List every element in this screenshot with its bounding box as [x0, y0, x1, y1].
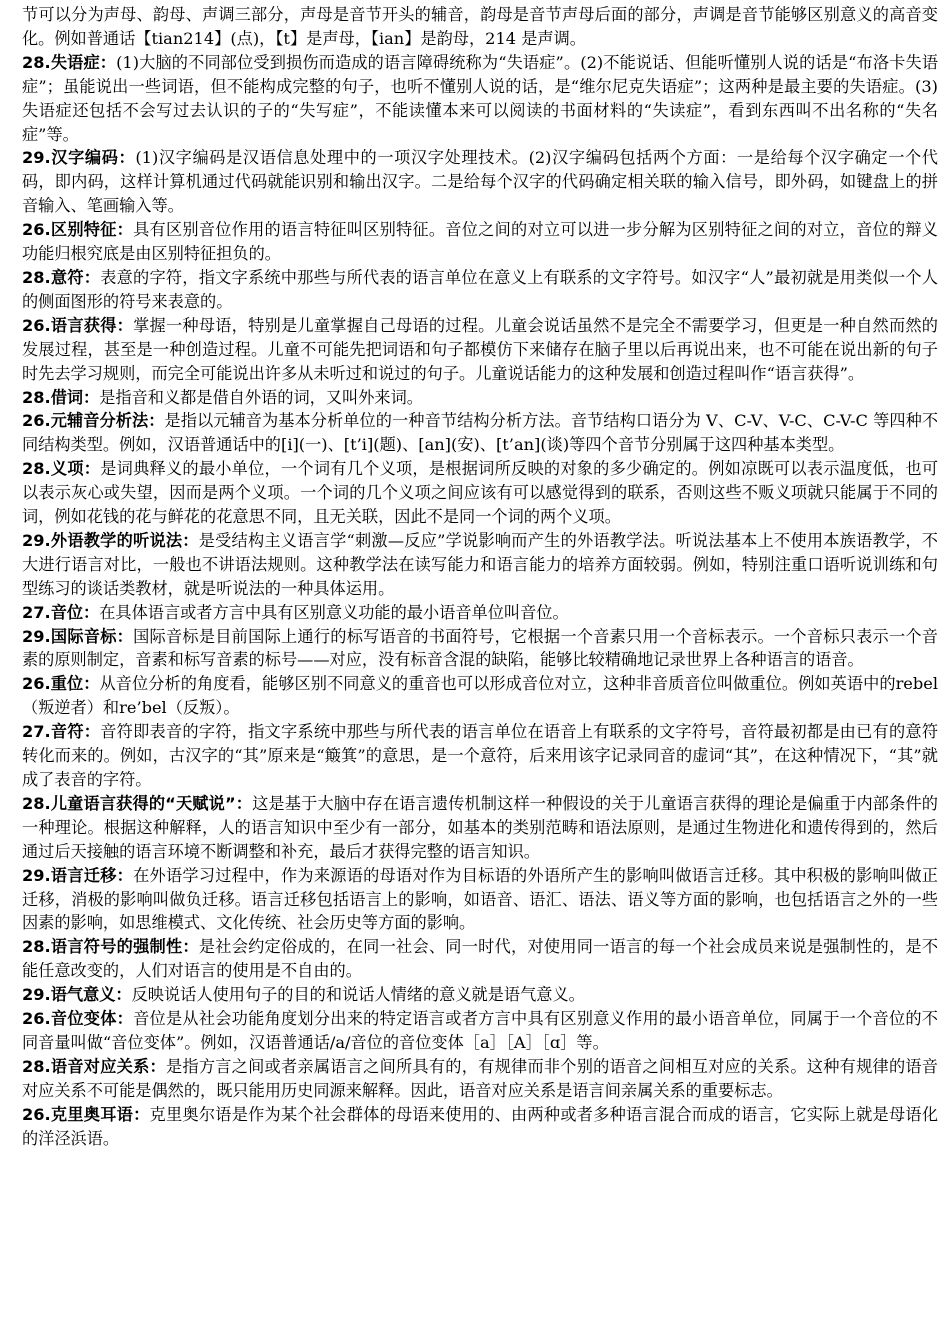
entry-definition: 在具体语言或者方言中具有区别意义功能的最小语音单位叫音位。 — [99, 602, 569, 622]
entry — [22, 1055, 938, 1103]
entry-definition: 表意的字符，指文字系统中那些与所代表的语言单位在意义上有联系的文字符号。如汉字“人”最初就是用类似一个人的侧面图形的符号来表意的。 — [22, 267, 938, 311]
entry-term: 意符： — [50, 267, 101, 287]
entry-number: 27. — [22, 602, 51, 622]
entry-number: 26. — [22, 674, 51, 694]
entry-definition: 掌握一种母语，特别是儿童掌握自己母语的过程。儿童会说话虽然不是完全不需要学习，但更是一种自然而然的发展过程，甚至是一种创造过程。儿童不可能先把词语和句子都模仿下来储存在脑子里以后再说出来，也不可能在说出新的句子时先去学习规则，而完全可能说出许多从未听过和说过的句子。儿童说话能力的这种发展和创造过程叫作“语言获得”。 — [22, 315, 938, 383]
entry-definition: 反映说话人使用句子的目的和说话人情绪的意义就是语气意义。 — [131, 985, 585, 1005]
entry-term: 音位： — [50, 602, 100, 622]
entry — [22, 146, 938, 218]
entry-number: 28. — [22, 793, 51, 813]
entry-term: 元辅音分析法： — [50, 411, 165, 431]
entry-term: 外语教学的听说法： — [50, 530, 199, 550]
entry-term: 失语症： — [50, 52, 117, 72]
entry-number: 28. — [22, 937, 51, 957]
entry — [22, 1103, 938, 1151]
entry-term: 克里奥耳语： — [50, 1104, 150, 1124]
entry-number: 28. — [22, 267, 51, 287]
entry — [22, 720, 938, 792]
entry-definition: 从音位分析的角度看，能够区别不同意义的重音也可以形成音位对立，这种非音质音位叫做重位。例如英语中的rebel（叛逆者）和re’bel（反叛）。 — [22, 674, 939, 718]
entry-term: 语音对应关系： — [50, 1056, 166, 1076]
entry — [22, 218, 938, 266]
entry-term: 音符： — [50, 722, 101, 742]
entry-definition: 是词典释义的最小单位，一个词有几个义项，是根据词所反映的对象的多少确定的。例如凉既可以表示温度低，也可以表示灰心或失望，因而是两个义项。一个词的几个义项之间应该有可以感觉得到的联系，否则这些不贩义项就只能属于不同的词，例如花钱的花与鲜花的花意思不同，且无关联，因此不是同一个词的两个义项。 — [22, 459, 939, 527]
entry-definition: 这是基于大脑中存在语言遗传机制这样一种假设的关于儿童语言获得的理论是偏重于内部条件的一种理论。根据这种解释，人的语言知识中至少有一部分，如基本的类别范畴和语法原则，是通过生物进化和遗传得到的，然后通过后天接触的语言环境不断调整和补充，最后才获得完整的语言知识。 — [22, 793, 938, 861]
entry-definition: 是指方言之间或者亲属语言之间所具有的，有规律而非个别的语音之间相互对应的关系。这种有规律的语音对应关系不可能是偶然的，既只能用历史同源来解释。因此，语音对应关系是语言间亲属关系的重要标志。 — [22, 1056, 938, 1100]
entry — [22, 314, 938, 386]
entry-term: 国际音标： — [50, 626, 134, 646]
entry-definition: 音符即表音的字符，指文字系统中那些与所代表的语言单位在语音上有联系的文字符号，音符最初都是由已有的意符转化而来的。例如，古汉字的“其”原来是“簸箕”的意思，是一个意符，后来用该字记录同音的虚词“其”，在这种情况下，“其”就成了表音的字符。 — [22, 722, 939, 789]
entry — [22, 409, 938, 457]
entry-number: 29. — [22, 985, 51, 1005]
entry-number: 28. — [22, 387, 51, 407]
entry — [22, 625, 938, 673]
entry-term: 借词： — [50, 387, 100, 407]
entry-number: 26. — [22, 315, 51, 335]
entry-term: 重位： — [50, 674, 100, 694]
entry — [22, 864, 938, 936]
entry — [22, 792, 938, 864]
entry-definition: 国际音标是目前国际上通行的标写语音的书面符号，它根据一个音素只用一个音标表示。一个音标只表示一个音素的原则制定，音素和标写音素的标号——对应，没有标音含混的缺陷，能够比较精确地记录世界上各种语言的语音。 — [22, 626, 938, 670]
entry-continuation — [22, 3, 938, 51]
entry-term: 汉字编码： — [50, 148, 136, 168]
entry-term: 语言迁移： — [50, 865, 134, 885]
entry — [22, 457, 938, 529]
entry — [22, 266, 938, 314]
entry-definition: 是指以元辅音为基本分析单位的一种音节结构分析方法。音节结构口语分为 V、C-V、V-C、C-V-C 等四种不同结构类型。例如，汉语普通话中的[i](一)、[t’i](题)、[an](安)、[t’an](谈)等四个音节分别属于这四种基本类型。 — [22, 411, 939, 455]
entry-definition: 音位是从社会功能角度划分出来的特定语言或者方言中具有区别意义作用的最小语音单位，同属于一个音位的不同音量叫做“音位变体”。例如，汉语普通话/a/音位的音位变体［a］［A］［ɑ］等。 — [22, 1009, 938, 1052]
entry-definition: (1)汉字编码是汉语信息处理中的一项汉字处理技术。(2)汉字编码包括两个方面：一是给每个汉字确定一个代码，即内码，这样计算机通过代码就能识别和输出汉字。二是给每个汉字的代码确定相关联的输入信号，即外码，如键盘上的拼音输入、笔画输入等。 — [22, 148, 938, 216]
entry-term: 儿童语言获得的“天赋说”： — [50, 793, 253, 813]
entry-term: 音位变体： — [50, 1009, 134, 1029]
entry-number: 29. — [22, 865, 51, 885]
entry-number: 26. — [22, 1009, 51, 1029]
entry-number: 29. — [22, 148, 51, 168]
entry-definition: 是社会约定俗成的，在同一社会、同一时代，对使用同一语言的每一个社会成员来说是强制性的，是不能任意改变的，人们对语言的使用是不自由的。 — [22, 937, 939, 981]
entry-number: 28. — [22, 459, 51, 479]
entry-term: 义项： — [50, 459, 101, 479]
entry — [22, 601, 938, 625]
entry-term: 语言获得： — [50, 315, 134, 335]
entry — [22, 51, 938, 147]
entry-definition: 节可以分为声母、韵母、声调三部分，声母是音节开头的辅音，韵母是音节声母后面的部分，声调是音节能够区别意义的高音变化。例如普通话【tian214】(点)，【t】是声母，【ian】是韵母，214 是声调。 — [22, 5, 938, 48]
entry — [22, 386, 938, 410]
entry — [22, 983, 938, 1007]
entry-definition: 是指音和义都是借自外语的词，又叫外来词。 — [99, 387, 423, 407]
entry-number: 28. — [22, 1056, 51, 1076]
entry-term: 语气意义： — [50, 985, 132, 1005]
entry-number: 27. — [22, 722, 51, 742]
entry-definition: 在外语学习过程中，作为来源语的母语对作为目标语的外语所产生的影响叫做语言迁移。其中积极的影响叫做正迁移，消极的影响叫做负迁移。语言迁移包括语言上的影响，如语音、语汇、语法、语义等方面的影响，也包括语言之外的一些因素的影响，如思维模式、文化传统、社会历史等方面的影响。 — [22, 865, 938, 933]
entry-number: 28. — [22, 52, 51, 72]
entry-term: 语言符号的强制性： — [50, 937, 199, 957]
entry-definition: 具有区别音位作用的语言特征叫区别特征。音位之间的对立可以进一步分解为区别特征之间的对立，音位的辩义功能归根究底是由区别特征担负的。 — [22, 220, 938, 264]
entry-definition: (1)大脑的不同部位受到损伤而造成的语言障碍统称为“失语症”。(2)不能说话、但能听懂别人说的话是“布洛卡失语症”；虽能说出一些词语，但不能构成完整的句子，也听不懂别人说的话，是“维尔尼克失语症”；这两种是最主要的失语症。(3)失语症还包括不会写过去认识的子的“失写症”，不能读懂本来可以阅读的书面材料的“失读症”，看到东西叫不出名称的“失名症”等。 — [22, 52, 939, 144]
entry-number: 26. — [22, 1104, 51, 1124]
entry-number: 29. — [22, 530, 51, 550]
entry — [22, 935, 938, 983]
entry-definition: 是受结构主义语言学“刺激—反应”学说影响而产生的外语教学法。听说法基本上不使用本族语教学，不大进行语言对比，一般也不讲语法规则。这种教学法在读写能力和语言能力的培养方面较弱。例如，特别注重口语听说训练和句型练习的谈话类教材，就是听说法的一种具体运用。 — [22, 530, 938, 598]
entry-number: 26. — [22, 220, 51, 240]
entry-definition: 克里奥尔语是作为某个社会群体的母语来使用的、由两种或者多种语言混合而成的语言，它实际上就是母语化的洋泾浜语。 — [22, 1104, 939, 1148]
entry-term: 区别特征： — [50, 220, 134, 240]
entry — [22, 1007, 938, 1055]
entry — [22, 529, 938, 601]
entry-number: 29. — [22, 626, 51, 646]
entry-number: 26. — [22, 411, 51, 431]
entry — [22, 672, 938, 720]
